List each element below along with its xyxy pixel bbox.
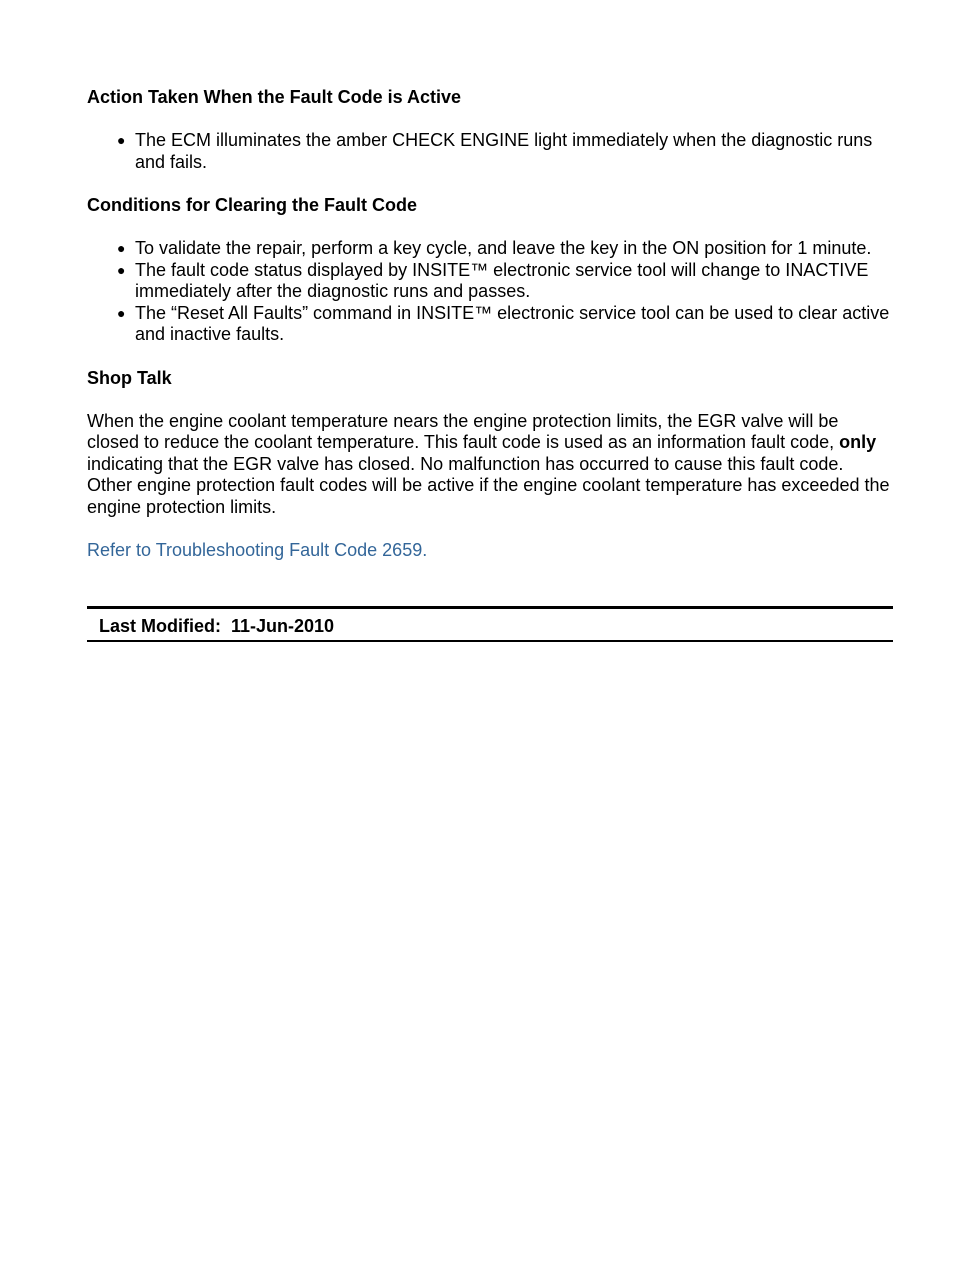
list-item xyxy=(87,130,893,173)
list-item xyxy=(87,238,893,260)
section-heading-clearing: Conditions for Clearing the Fault Code xyxy=(87,195,417,215)
action-bullet-list xyxy=(87,130,893,173)
list-item-text: The fault code status displayed by INSITE™ electronic service tool will change to INACTIVE immediately after the diagnostic runs and passes. xyxy=(135,259,869,301)
footer-bar xyxy=(87,606,893,642)
bullet-icon: ● xyxy=(117,304,126,321)
bullet-icon: ● xyxy=(117,132,126,148)
shop-talk-text-part2: indicating that the EGR valve has closed. No malfunction has occurred to cause this fault code. Other engine protection fault codes will be active if the engine coolant temperature has exceeded the engine protection limits. xyxy=(87,453,890,517)
section-heading-action: Action Taken When the Fault Code is Active xyxy=(87,87,462,107)
list-item-text: The ECM illuminates the amber CHECK ENGINE light immediately when the diagnostic runs and fails. xyxy=(135,130,873,172)
shop-talk-text-part1: When the engine coolant temperature nears the engine protection limits, the EGR valve will be closed to reduce the coolant temperature. This fault code is used as an information fault code, xyxy=(87,410,840,452)
troubleshooting-link[interactable]: Refer to Troubleshooting Fault Code 2659. xyxy=(87,540,428,560)
shop-talk-bold-word: only xyxy=(839,432,877,452)
list-item-text: To validate the repair, perform a key cycle, and leave the key in the ON position for 1 minute. xyxy=(135,238,872,258)
shop-talk-paragraph xyxy=(87,411,893,519)
section-heading-shop-talk: Shop Talk xyxy=(87,367,172,388)
list-item xyxy=(87,303,893,346)
list-item-text: The “Reset All Faults” command in INSITE™ electronic service tool can be used to clear active and inactive faults. xyxy=(135,302,890,344)
document-body xyxy=(87,87,893,562)
bullet-icon: ● xyxy=(117,240,126,256)
last-modified-label: Last Modified: 11-Jun-2010 xyxy=(99,616,335,636)
list-item xyxy=(87,260,893,303)
clearing-bullet-list xyxy=(87,238,893,346)
bullet-icon: ● xyxy=(117,261,126,278)
